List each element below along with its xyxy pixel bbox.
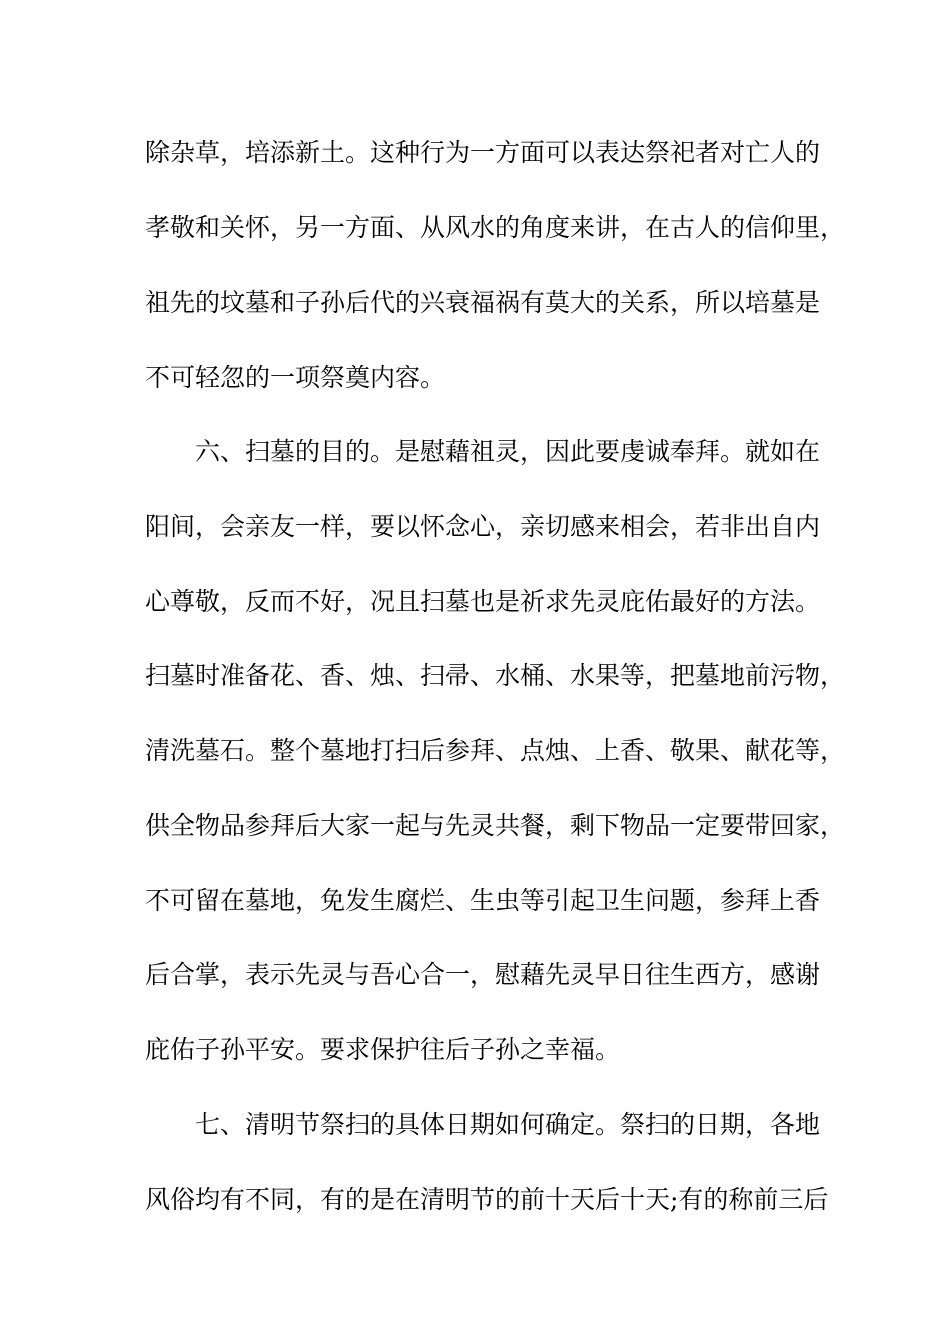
text-line: 清洗墓石。整个墓地打扫后参拜、点烛、上香、敬果、献花等，: [145, 736, 846, 765]
text-line: 孝敬和关怀，另一方面、从风水的角度来讲，在古人的信仰里，: [145, 213, 846, 242]
paragraph-start-line: 六、扫墓的目的。是慰藉祖灵，因此要虔诚奉拜。就如在: [195, 437, 821, 466]
text-line: 扫墓时准备花、香、烛、扫帚、水桶、水果等，把墓地前污物，: [145, 661, 846, 690]
text-line: 阳间，会亲友一样，要以怀念心，亲切感来相会，若非出自内: [145, 512, 821, 541]
text-line: 不可留在墓地，免发生腐烂、生虫等引起卫生问题，参拜上香: [145, 886, 821, 915]
text-line: 心尊敬，反而不好，况且扫墓也是祈求先灵庇佑最好的方法。: [145, 587, 821, 616]
text-line: 庇佑子孙平安。要求保护往后子孙之幸福。: [145, 1035, 621, 1064]
paragraph-start-line: 七、清明节祭扫的具体日期如何确定。祭扫的日期，各地: [195, 1110, 821, 1139]
text-line: 后合掌，表示先灵与吾心合一，慰藉先灵早日往生西方，感谢: [145, 960, 821, 989]
text-line: 除杂草，培添新土。这种行为一方面可以表达祭祀者对亡人的: [145, 138, 821, 167]
text-line: 供全物品参拜后大家一起与先灵共餐，剩下物品一定要带回家，: [145, 811, 846, 840]
text-line: 风俗均有不同，有的是在清明节的前十天后十天;有的称前三后: [145, 1185, 829, 1214]
text-line: 不可轻忽的一项祭奠内容。: [145, 363, 446, 392]
text-line: 祖先的坟墓和子孙后代的兴衰福祸有莫大的关系，所以培墓是: [145, 288, 821, 317]
